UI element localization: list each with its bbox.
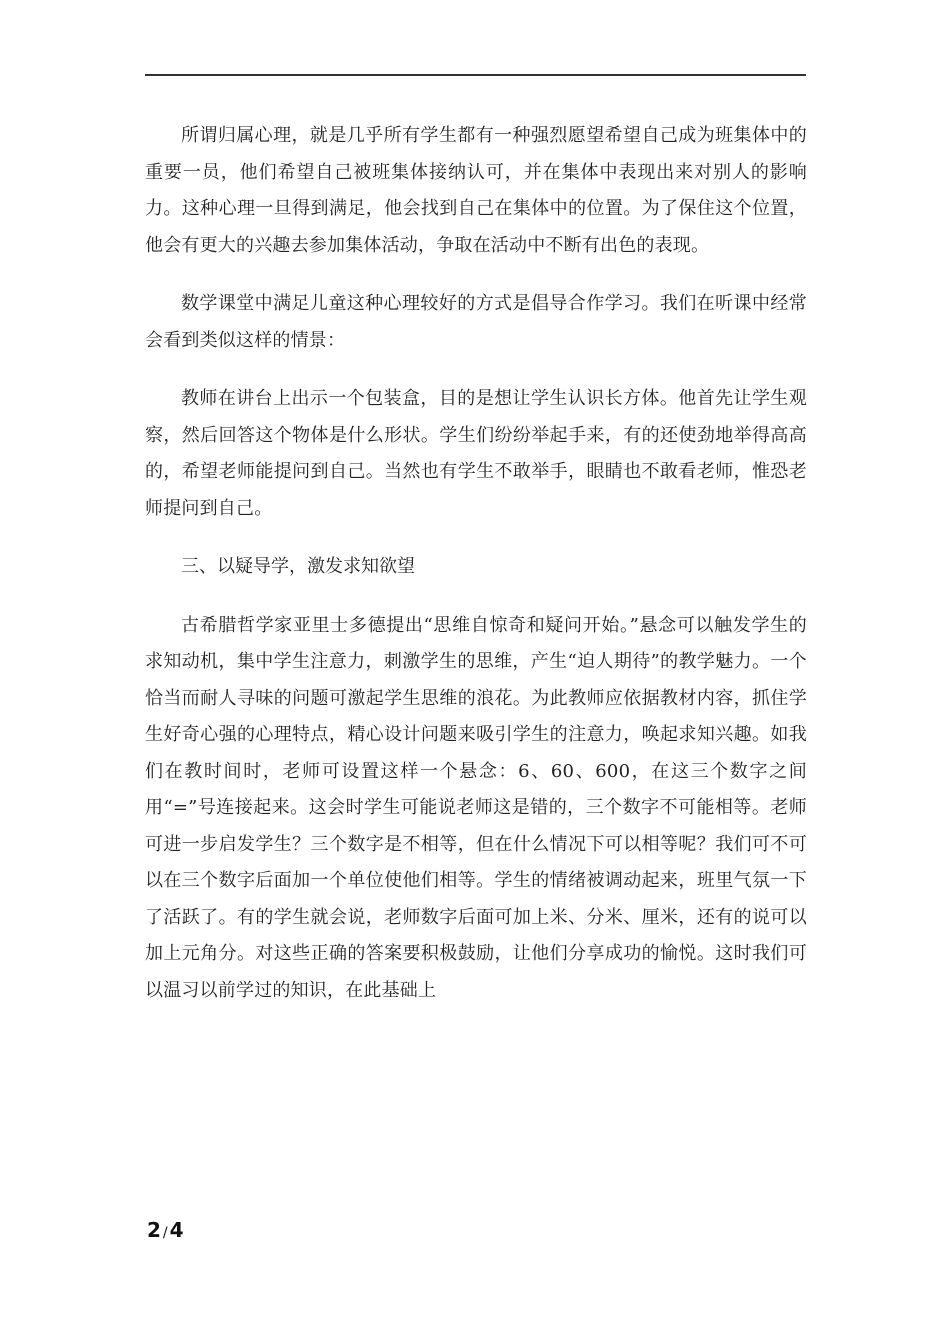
paragraph-aristotle-suspense: 古希腊哲学家亚里士多德提出“思维自惊奇和疑问开始。”悬念可以触发学生的求知动机，集中学生注意力，刺激学生的思维，产生“迫人期待”的教学魅力。一个恰当而耐人寻味的问题可激起学生思维的浪花。为此教师应依据教材内容，抓住学生好奇心强的心理特点，精心设计问题来吸引学生的注意力，唤起求知兴趣。如我们在教时间时，老师可设置这样一个悬念：6、60、600，在这三个数字之间用“=”号连接起来。这会时学生可能说老师这是错的，三个数字不可能相等。老师可进一步启发学生？三个数字是不相等，但在什么情况下可以相等呢？我们可不可以在三个数字后面加一个单位使他们相等。学生的情绪被调动起来，班里气氛一下了活跃了。有的学生就会说，老师数字后面可加上米、分米、厘米，还有的说可以加上元角分。对这些正确的答案要积极鼓励，让他们分享成功的愉悦。这时我们可以温习以前学过的知识，在此基础上	[145, 614, 807, 1001]
paragraph-classroom-scene: 教师在讲台上出示一个包装盒，目的是想让学生认识长方体。他首先让学生观察，然后回答这个物体是什么形状。学生们纷纷举起手来，有的还使劲地举得高高的，希望老师能提问到自己。当然也有学生不敢举手，眼睛也不敢看老师，惟恐老师提问到自己。	[145, 388, 807, 519]
page-number	[147, 1218, 184, 1242]
page-separator: /	[162, 1225, 168, 1241]
page-current: 2	[147, 1218, 161, 1242]
document-body	[145, 118, 807, 1031]
section-heading: 三、以疑导学，激发求知欲望	[181, 556, 415, 577]
header-rule	[145, 74, 806, 76]
page-total: 4	[169, 1218, 184, 1242]
paragraph-cooperative-learning: 数学课堂中满足儿童这种心理较好的方式是倡导合作学习。我们在听课中经常会看到类似这样的情景：	[145, 293, 807, 351]
paragraph-belonging-psychology: 所谓归属心理，就是几乎所有学生都有一种强烈愿望希望自己成为班集体中的重要一员，他们希望自己被班集体接纳认可，并在集体中表现出来对别人的影响力。这种心理一旦得到满足，他会找到自己在集体中的位置。为了保住这个位置，他会有更大的兴趣去参加集体活动，争取在活动中不断有出色的表现。	[145, 125, 807, 256]
